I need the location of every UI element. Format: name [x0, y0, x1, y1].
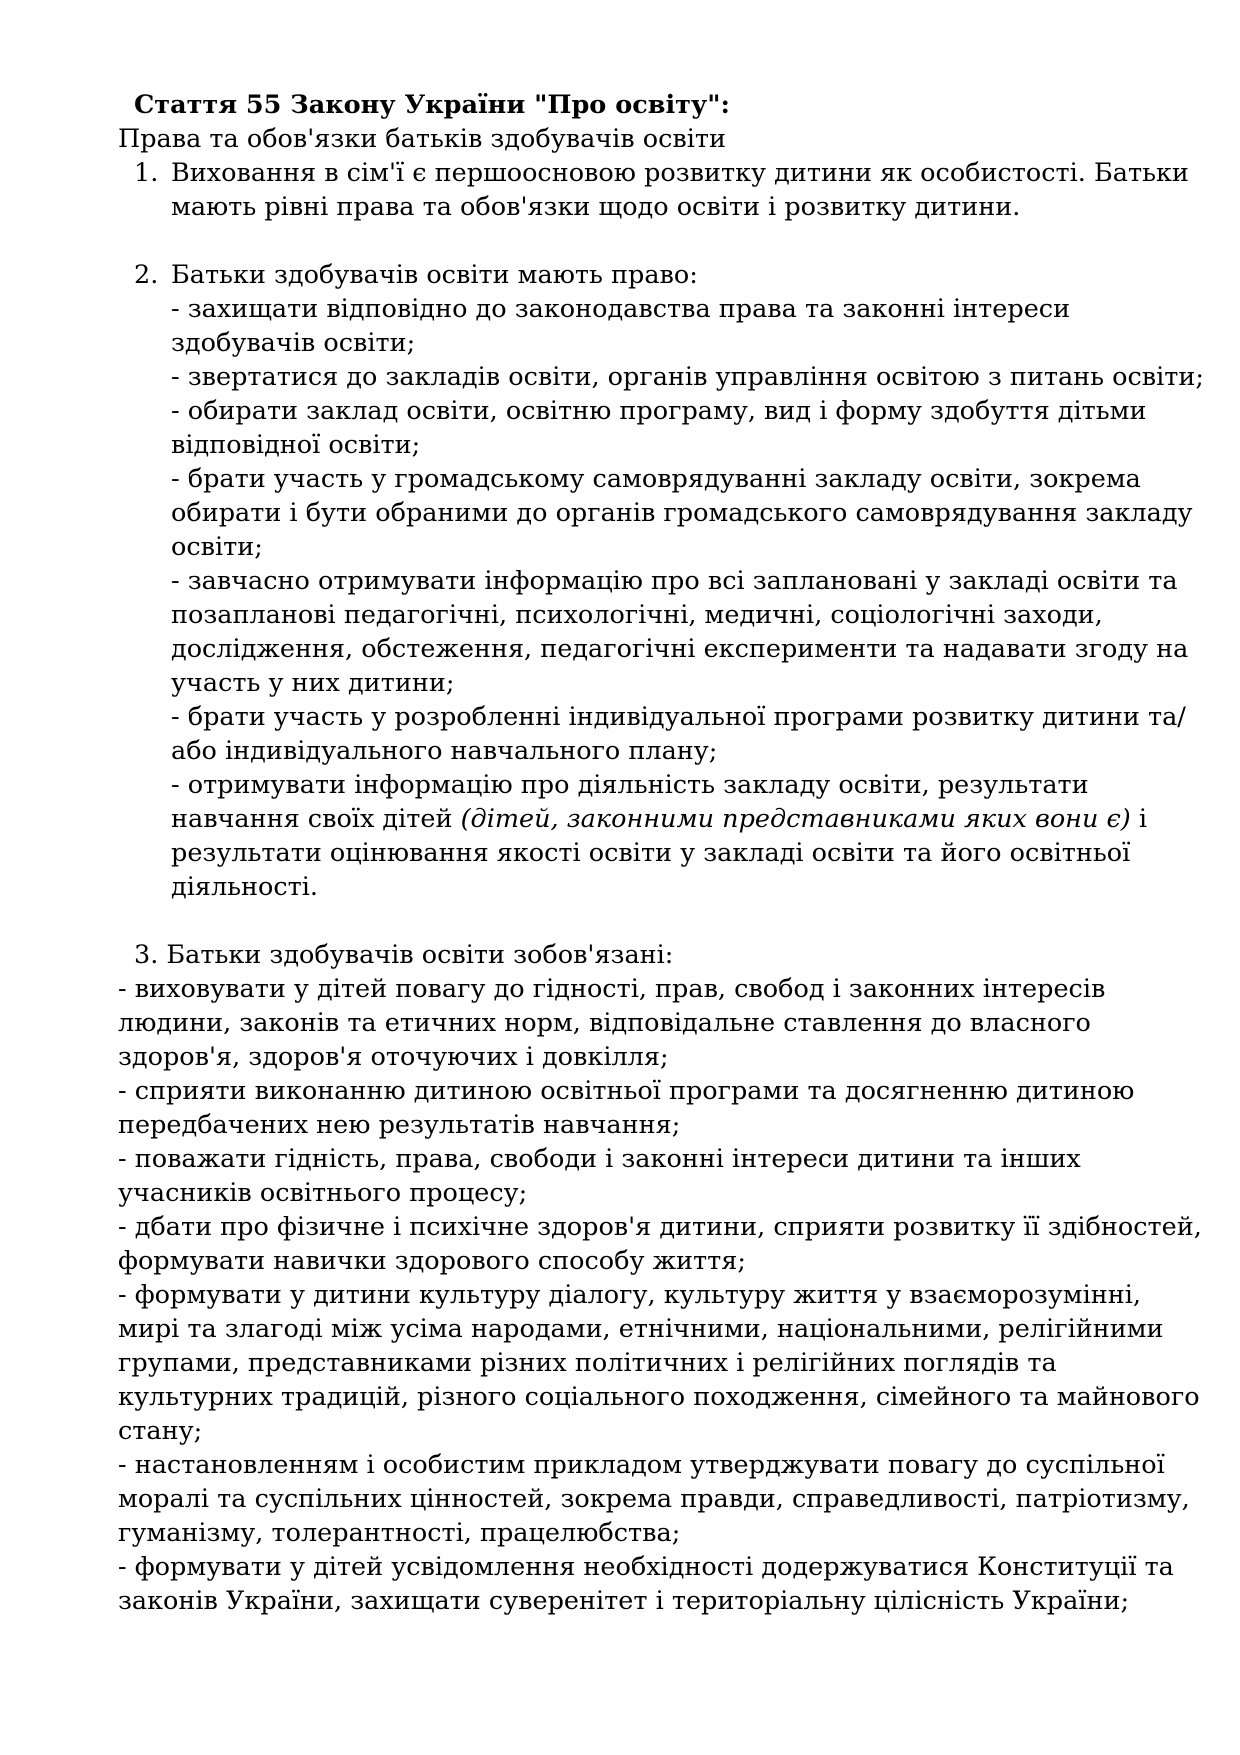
- right-item: - захищати відповідно до законодавства права та законні інтереси здобувачів освіти;: [171, 294, 1071, 358]
- list-item-1: [118, 156, 1208, 224]
- list-item-text: Виховання в сім'ї є першоосновою розвитку дитини як особистості. Батьки мають рівні права та обов'язки щодо освіти і розвитку дитини.: [171, 158, 1189, 222]
- duty-item: - виховувати у дітей повагу до гідності, прав, свобод і законних інтересів людини, законів та етичних норм, відповідальне ставлення до власного здоров'я, здоров'я оточуючих і довкілля;: [118, 974, 1106, 1072]
- duty-item: - формувати у дітей усвідомлення необхідності додержуватися Конституції та законів України, захищати суверенітет і територіальну цілісність України;: [118, 1552, 1174, 1616]
- article-title: Стаття 55 Закону України "Про освіту":: [134, 90, 730, 120]
- right-text: - отримувати інформацію про діяльність закладу освіти, результати навчання своїх дітей: [171, 770, 1089, 834]
- right-text: і результати оцінювання якості освіти у закладі освіти та його освітньої діяльності.: [171, 804, 1148, 902]
- rights-list: [171, 292, 1208, 904]
- duty-item: - поважати гідність, права, свободи і законні інтереси дитини та інших учасників освітнього процесу;: [118, 1144, 1081, 1208]
- duty-item: - дбати про фізичне і психічне здоров'я дитини, сприяти розвитку її здібностей, формувати навички здорового способу життя;: [118, 1212, 1202, 1276]
- duties-list: [118, 972, 1208, 1618]
- right-item: - обирати заклад освіти, освітню програму, вид і форму здобуття дітьми відповідної освіти;: [171, 396, 1147, 460]
- article-subtitle: Права та обов'язки батьків здобувачів освіти: [118, 124, 727, 154]
- duties-heading: 3. Батьки здобувачів освіти зобов'язані:: [134, 940, 674, 970]
- list-number: 2.: [134, 260, 159, 290]
- right-item: - брати участь у громадському самоврядуванні закладу освіти, зокрема обирати і бути обраними до органів громадського самоврядування закладу освіти;: [171, 464, 1193, 562]
- right-item: - брати участь у розробленні індивідуальної програми розвитку дитини та/або індивідуального навчального плану;: [171, 702, 1186, 766]
- article-text: [118, 88, 1208, 1618]
- right-italic-note: (дітей, законними представниками яких вони є): [460, 804, 1131, 834]
- right-item: - звертатися до закладів освіти, органів управління освітою з питань освіти;: [171, 362, 1204, 392]
- right-item-last: [171, 768, 1208, 904]
- duty-item: - настановленням і особистим прикладом утверджувати повагу до суспільної моралі та суспільних цінностей, зокрема правди, справедливості, патріотизму, гуманізму, толерантності, працелюбства;: [118, 1450, 1190, 1548]
- paragraph-gap: [118, 224, 1208, 258]
- duty-item: - сприяти виконанню дитиною освітньої програми та досягненню дитиною передбачених нею результатів навчання;: [118, 1076, 1135, 1140]
- list-item-2: [118, 258, 1208, 904]
- list-number: 1.: [134, 158, 159, 188]
- duty-item: - формувати у дитини культуру діалогу, культуру життя у взаєморозумінні, мирі та злагоді між усіма народами, етнічними, національними, релігійними групами, представниками різних політичних і релігійних поглядів та культурних традицій, різного соціального походження, сімейного та майнового стану;: [118, 1280, 1200, 1446]
- rights-intro: Батьки здобувачів освіти мають право:: [171, 260, 698, 290]
- right-item: - завчасно отримувати інформацію про всі заплановані у закладі освіти та позапланові педагогічні, психологічні, медичні, соціологічні заходи, дослідження, обстеження, педагогічні експерименти та надавати згоду на участь у них дитини;: [171, 566, 1189, 698]
- paragraph-gap: [118, 904, 1208, 938]
